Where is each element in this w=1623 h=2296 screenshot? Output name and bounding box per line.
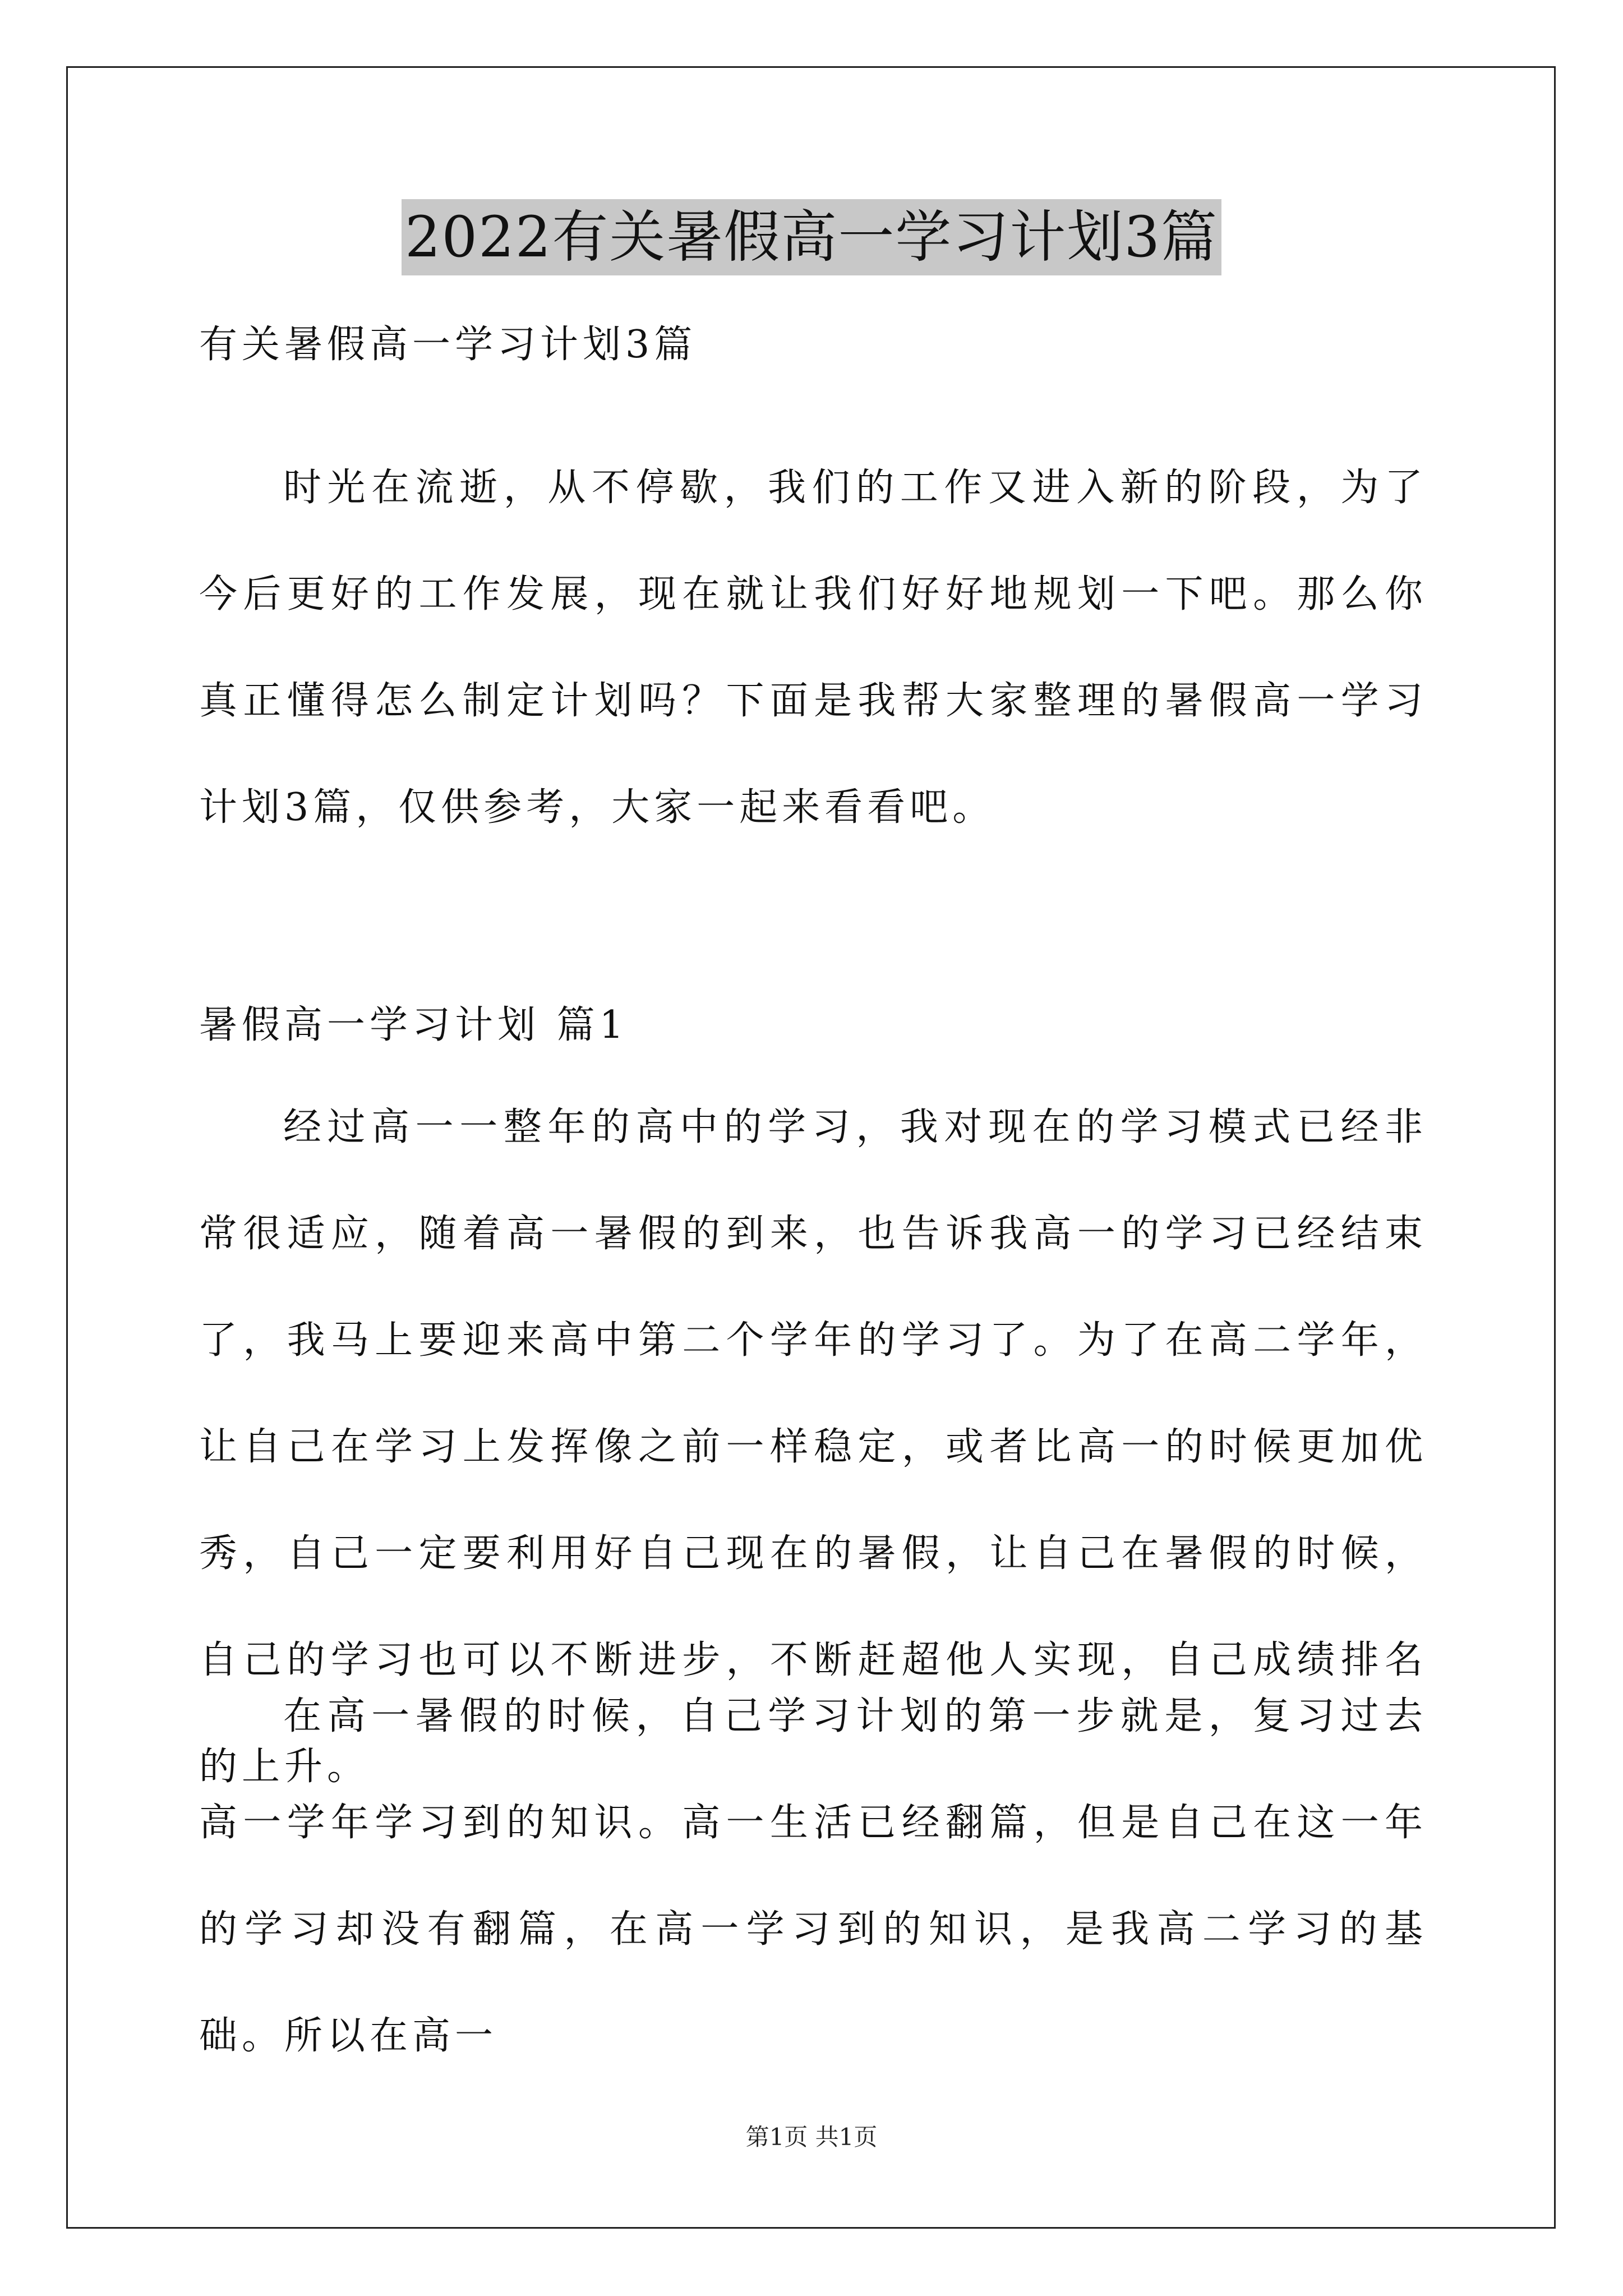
intro-paragraph: 时光在流逝，从不停歇，我们的工作又进入新的阶段，为了今后更好的工作发展，现在就让我们好好地规划一下吧。那么你真正懂得怎么制定计划吗？下面是我帮大家整理的暑假高一学习计划3篇，仅供参考，大家一起来看看吧。 [199,466,1427,830]
body-paragraph-2: 在高一暑假的时候，自己学习计划的第一步就是，复习过去高一学年学习到的知识。高一生活已经翻篇，但是自己在这一年的学习却没有翻篇，在高一学习到的知识，是我高二学习的基础。所以在高一 [199,1694,1427,2058]
page-footer: 第1页 共1页 [745,2123,878,2151]
section-heading: 暑假高一学习计划 篇1 [199,1003,628,1047]
document-subtitle: 有关暑假高一学习计划3篇 [199,323,697,367]
body-paragraph-1: 经过高一一整年的高中的学习，我对现在的学习模式已经非常很适应，随着高一暑假的到来，也告诉我高一的学习已经结束了，我马上要迎来高中第二个学年的学习了。为了在高二学年，让自己在学习上发挥像之前一样稳定，或者比高一的时候更加优秀，自己一定要利用好自己现在的暑假，让自己在暑假的时候，自己的学习也可以不断进步，不断赶超他人实现，自己成绩排名的上升。 [199,1105,1427,1789]
document-title: 2022有关暑假高一学习计划3篇 [402,199,1221,275]
title-wrap [0,199,1623,275]
